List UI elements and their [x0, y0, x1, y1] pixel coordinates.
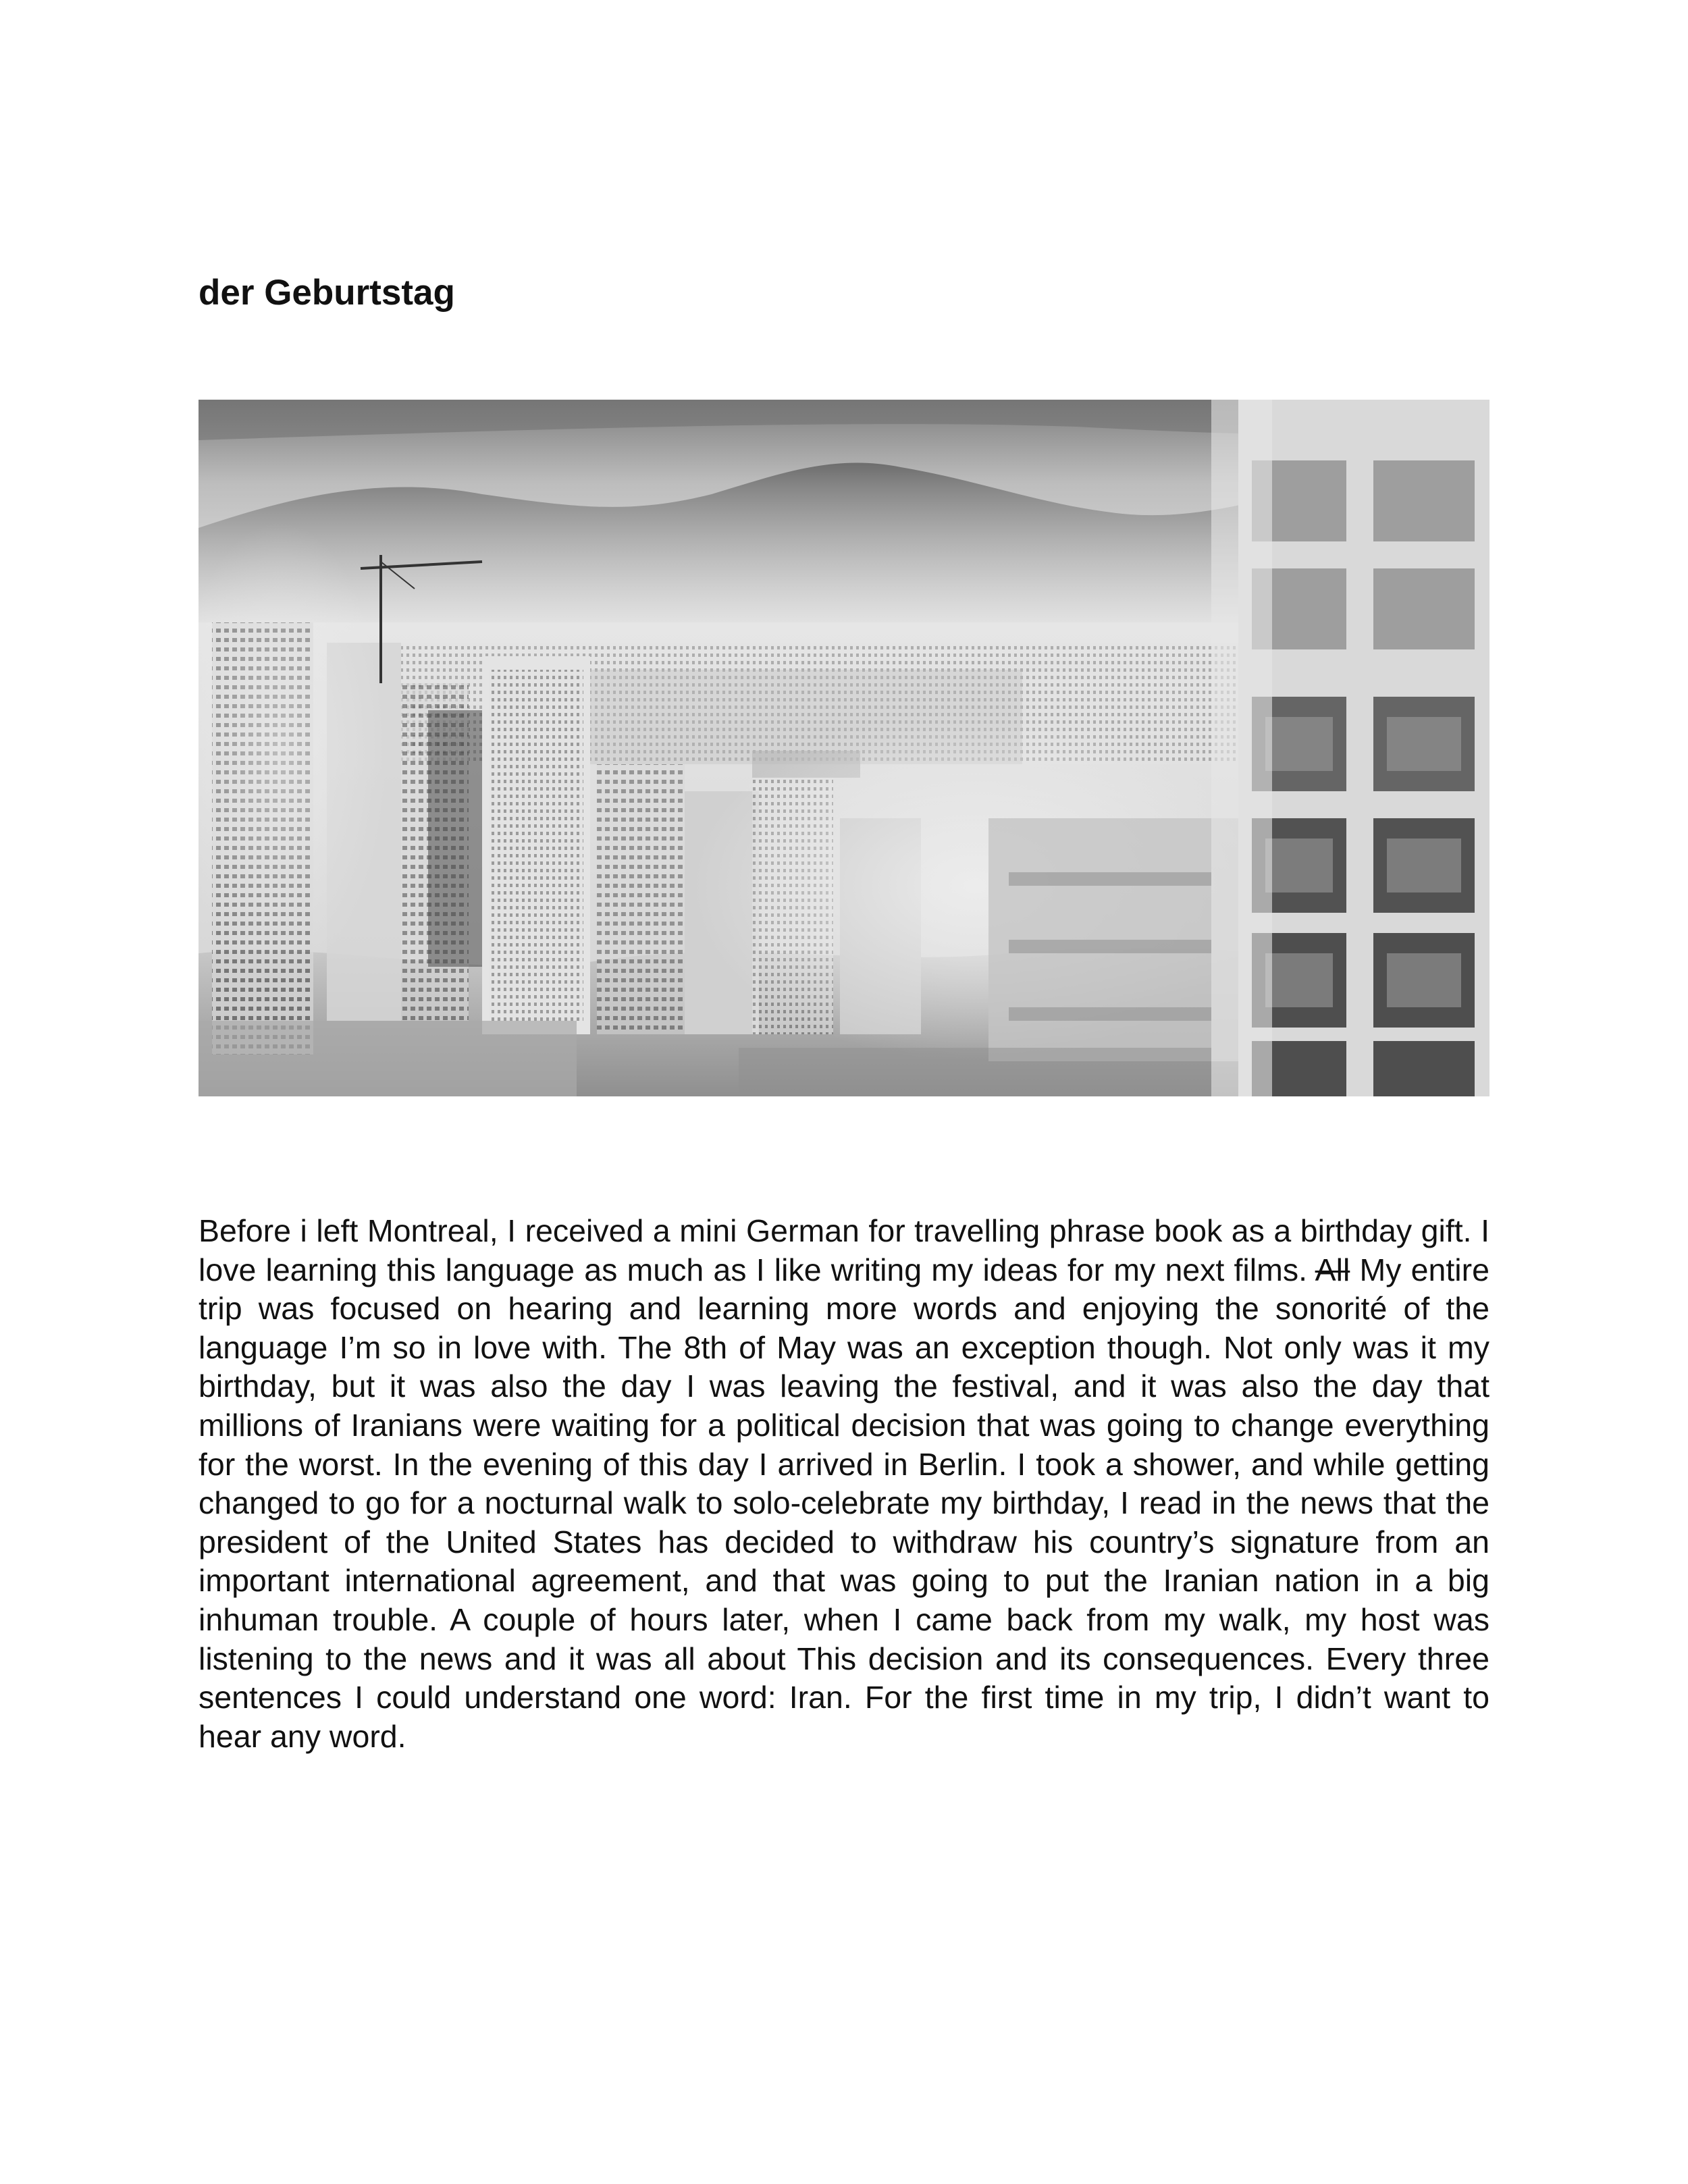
cityscape-photo	[199, 400, 1489, 1096]
paragraph-text-end: My entire trip was focused on hearing and learning more words and enjoying the sonorité of the language I’m so in love with. The 8th of May was an exception though. Not only was it my birthday, but it was also the day I was leaving the festival, and it was also the day that millions of Iranians were waiting for a political decision that was going to change everything for the worst. In the evening of this day I arrived in Berlin. I took a shower, and while getting changed to go for a nocturnal walk to solo-celebrate my birthday, I read in the news that the president of the United States has decided to withdraw his country’s signature from an important international agreement, and that was going to put the Iranian nation in a big inhuman trouble. A couple of hours later, when I came back from my walk, my host was listening to the news and it was all about This decision and its consequences. Every three sentences I could understand one word: Iran. For the first time in my trip, I didn’t want to hear any word.	[199, 1252, 1489, 1754]
paragraph-text-start: Before i left Montreal, I received a mini German for travelling phrase book as a birthday gift. I love learning this language as much as I like writing my ideas for my next films.	[199, 1213, 1489, 1287]
struck-word: All	[1315, 1252, 1350, 1287]
body-paragraph	[199, 1212, 1489, 1756]
page-title: der Geburtstag	[199, 273, 455, 313]
